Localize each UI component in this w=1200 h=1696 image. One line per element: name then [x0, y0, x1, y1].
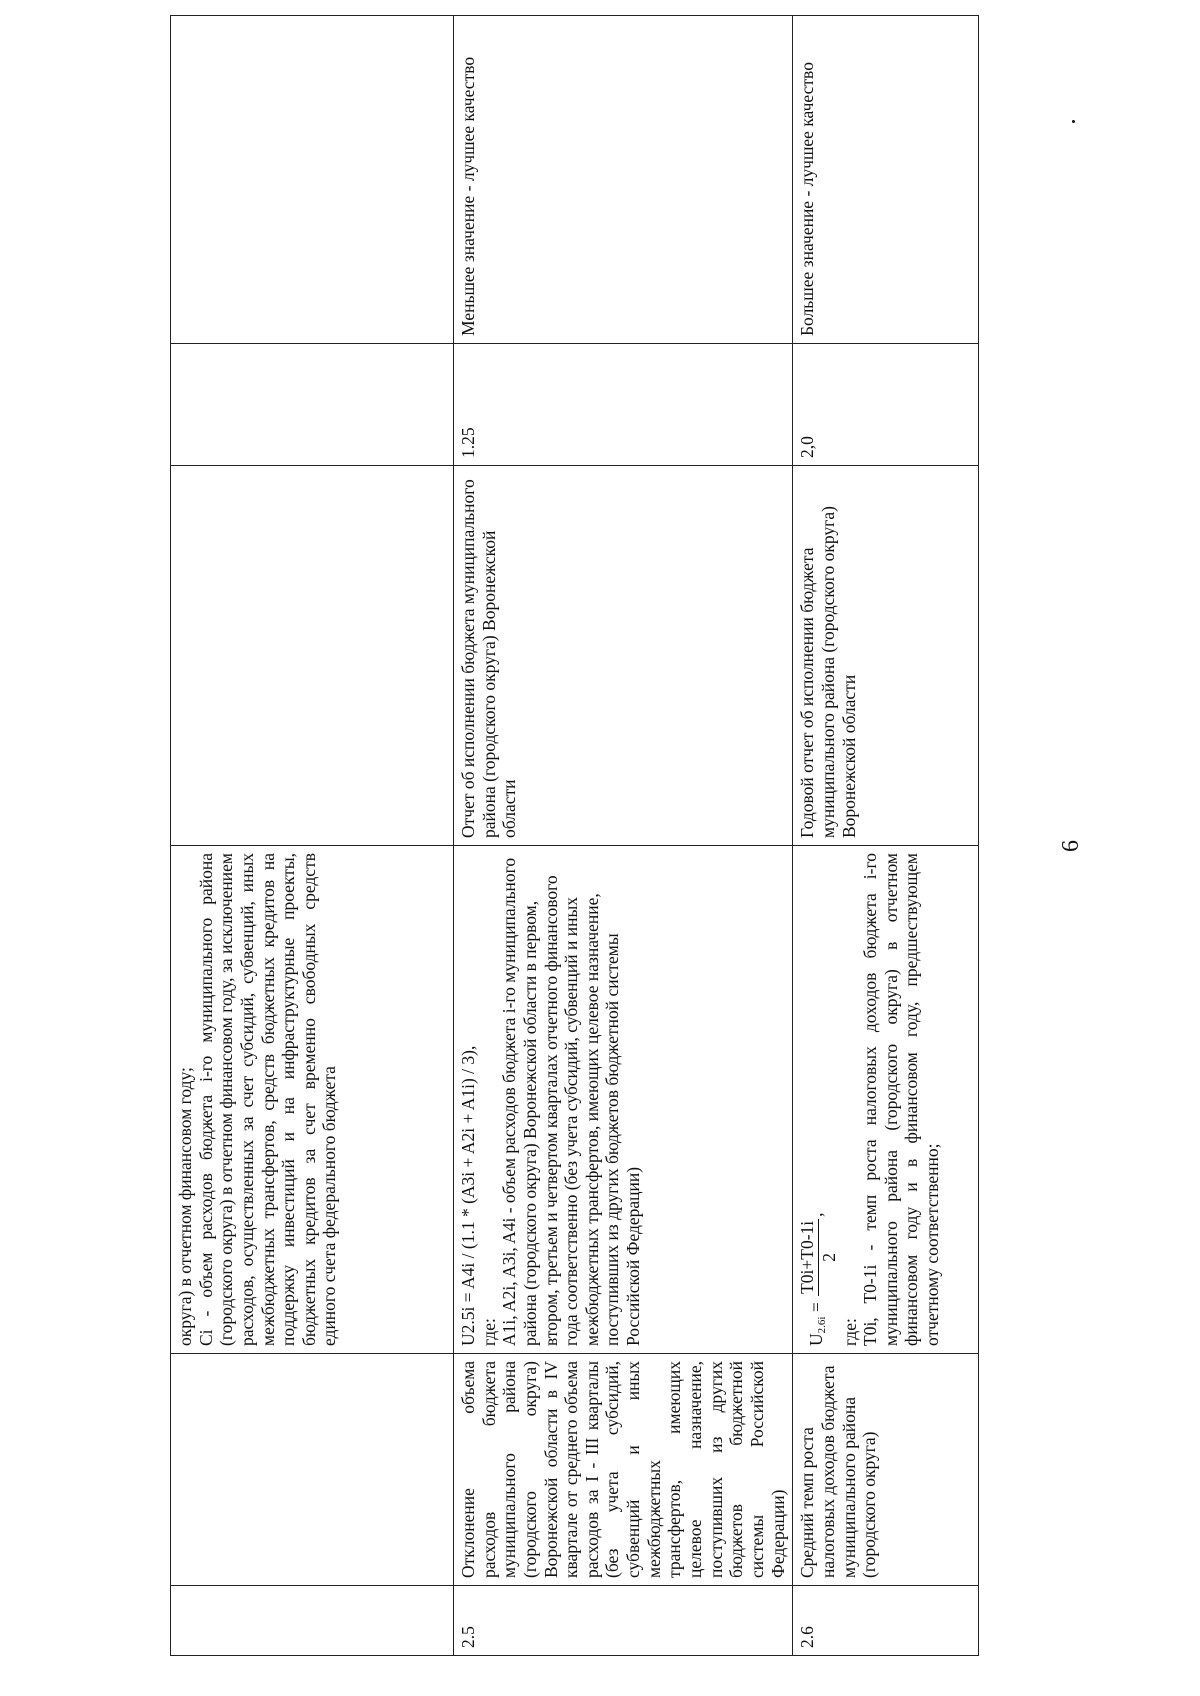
- formula-numerator: T0i+T0-1i: [797, 1220, 818, 1294]
- cell-source: [171, 466, 454, 846]
- cell-value: 1.25: [454, 344, 793, 466]
- page-number: 6: [1058, 840, 1084, 852]
- method-line: округа) в отчетном финансовом году;: [175, 1067, 195, 1346]
- table-row-continuation: [171, 16, 454, 1656]
- cell-method: [171, 846, 454, 1354]
- indicator-table: [170, 15, 979, 1656]
- formula-fraction: [797, 1219, 839, 1296]
- formula-denominator: 2: [818, 1253, 839, 1262]
- method-ci: Ci - объем расходов бюджета i-го муниципального района (городского округа) в отчетном финансовом году, за исключением расходов, осуществленных за счет субсидий, субвенций, иных межбюджетных трансфертов, средств бюджетных кредитов на поддержку инвестиций и на инфраструктурные проекты, бюджетных кредитов за счет временно свободных средств единого счета федерального бюджета: [195, 853, 340, 1346]
- formula-2-6: $U_{2.6i}$ = T0i+T0-1i 2 ,: [797, 1212, 839, 1346]
- cell-method: [454, 846, 793, 1354]
- cell-value: [171, 344, 454, 466]
- where-label: где:: [839, 1318, 860, 1346]
- cell-number: 2.5: [454, 1586, 793, 1656]
- formula-lhs-sub: 2.6i: [816, 1316, 829, 1334]
- cell-number: [171, 1586, 454, 1656]
- formula-2-5: U2.5i = A4i / (1.1 * (A3i + A2i + A1i) / 3),: [458, 1045, 478, 1346]
- where-label: где:: [478, 1318, 499, 1346]
- cell-source: Годовой отчет об исполнении бюджета муниципального района (городского округа) Воронежской области: [793, 466, 979, 846]
- cell-value: 2,0: [793, 344, 979, 466]
- cell-interpretation: [171, 16, 454, 344]
- cell-method: [793, 846, 979, 1354]
- cell-name: Отклонение объема расходов бюджета муниципального района (городского округа) Воронежской области в IV квартале от среднего объема расходов за I - III кварталы (без учета субсидий, субвенций и иных межбюджетных трансфертов, имеющих целевое назначение, поступивших из других бюджетов бюджетной системы Российской Федерации): [454, 1354, 793, 1586]
- formula-lhs: U: [806, 1333, 827, 1346]
- cell-name: Средний темп роста налоговых доходов бюджета муниципального района (городского округа): [793, 1354, 979, 1586]
- method-explanation: T0i, T0-1i - темп роста налоговых доходов бюджета i-го муниципального района (городского округа) в отчетном финансовом году и в финансовом году, предшествующем отчетному соответственно;: [860, 853, 943, 1346]
- cell-number: 2.6: [793, 1586, 979, 1656]
- cell-interpretation: Меньшее значение - лучшее качество: [454, 16, 793, 344]
- scan-dot: [1072, 120, 1075, 123]
- table-row-2-5: [454, 16, 793, 1656]
- method-explanation: A1i, A2i, A3i, A4i - объем расходов бюджета i-го муниципального района (городского округа) Воронежской области в первом, втором, третьем и четвертом кварталах отчетного финансового года соответственно (без учета субсидий, субвенций и иных межбюджетных трансфертов, имеющих целевое назначение, поступивших из других бюджетов бюджетной системы Российской Федерации): [499, 857, 644, 1346]
- cell-name: [171, 1354, 454, 1586]
- cell-interpretation: Большее значение - лучшее качество: [793, 16, 979, 344]
- cell-source: Отчет об исполнении бюджета муниципального района (городского округа) Воронежской области: [454, 466, 793, 846]
- table-row-2-6: [793, 16, 979, 1656]
